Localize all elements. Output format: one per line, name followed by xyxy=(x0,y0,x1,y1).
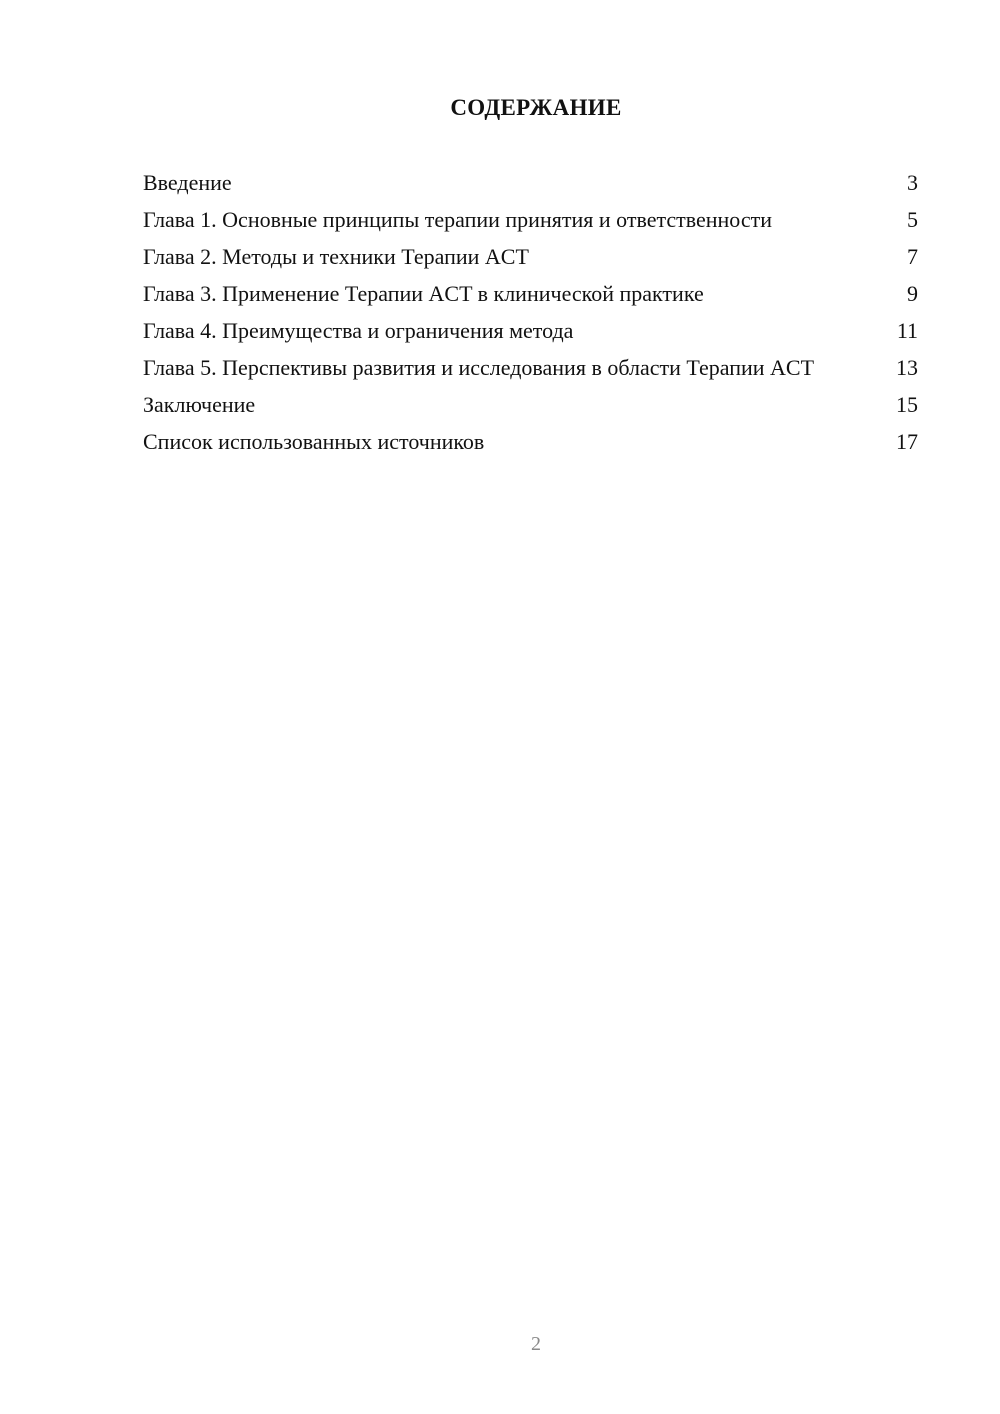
toc-entry-page: 15 xyxy=(896,392,918,417)
toc-entry-page: 5 xyxy=(907,207,918,232)
toc-entry-label: Список использованных источников xyxy=(143,429,485,454)
toc-entry-label: Глава 1. Основные принципы терапии принятия и ответственности xyxy=(143,207,772,232)
toc-entry-references[interactable] xyxy=(143,429,918,455)
toc-entry-chapter-1[interactable] xyxy=(143,207,918,233)
toc-entry-page: 11 xyxy=(896,318,918,343)
page-title: СОДЕРЖАНИЕ xyxy=(450,95,622,120)
toc-entry-label: Глава 4. Преимущества и ограничения метода xyxy=(143,318,574,343)
toc-entry-page: 3 xyxy=(907,170,918,195)
toc-entry-page: 17 xyxy=(896,429,918,454)
toc-entry-label: Введение xyxy=(143,170,232,195)
toc-entry-label: Заключение xyxy=(143,392,256,417)
toc-entry-conclusion[interactable] xyxy=(143,392,918,418)
toc-entry-label: Глава 5. Перспективы развития и исследования в области Терапии ACT xyxy=(143,355,815,380)
toc-entry-label: Глава 2. Методы и техники Терапии ACT xyxy=(143,244,529,269)
page-number: 2 xyxy=(531,1333,541,1355)
toc-entry-chapter-3[interactable] xyxy=(143,281,918,307)
toc-entry-chapter-4[interactable] xyxy=(143,318,918,344)
table-of-contents xyxy=(143,170,918,466)
toc-entry-introduction[interactable] xyxy=(143,170,918,196)
toc-entry-chapter-5[interactable] xyxy=(143,355,918,381)
toc-entry-label: Глава 3. Применение Терапии ACT в клинической практике xyxy=(143,281,704,306)
toc-entry-page: 7 xyxy=(907,244,918,269)
toc-entry-chapter-2[interactable] xyxy=(143,244,918,270)
toc-entry-page: 13 xyxy=(896,355,918,380)
toc-entry-page: 9 xyxy=(907,281,918,306)
